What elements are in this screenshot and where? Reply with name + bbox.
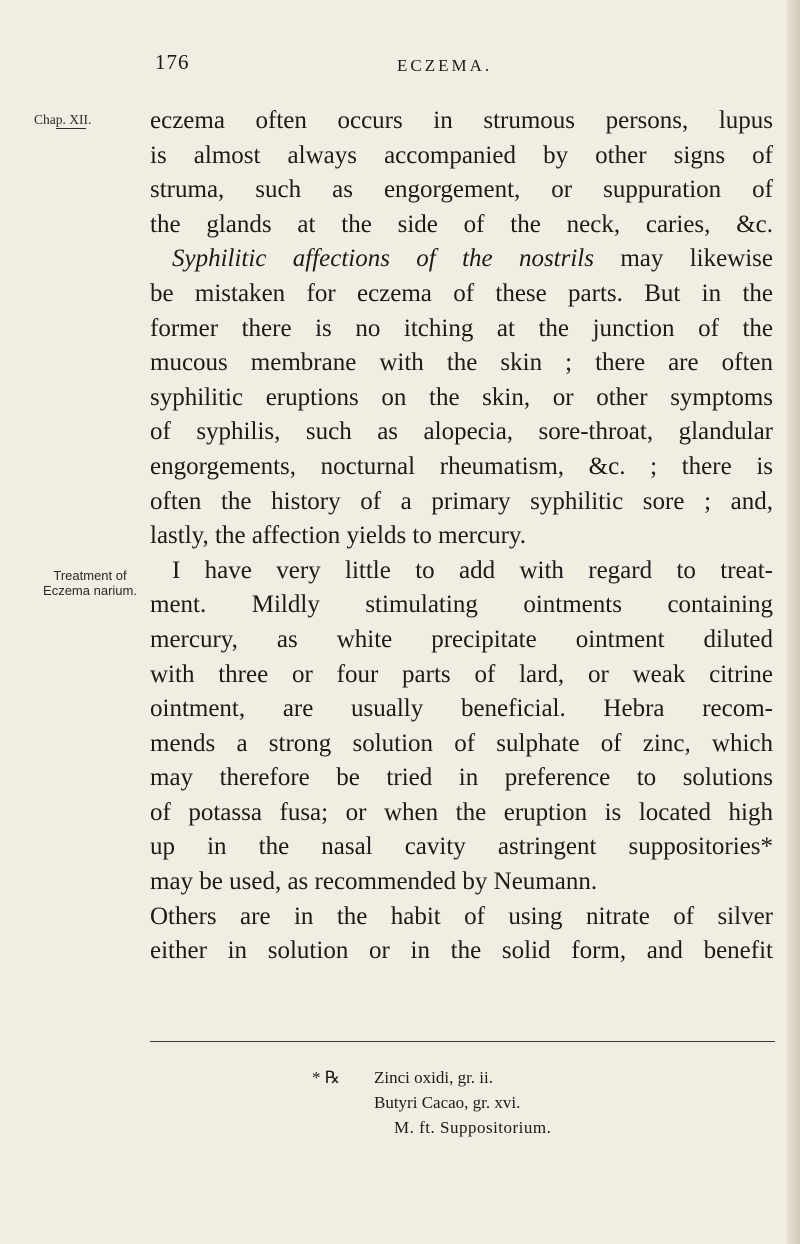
running-head: ECZEMA. xyxy=(397,56,493,75)
text-line: I have very little to add with regard to treat- xyxy=(172,556,773,584)
text-line: may therefore be tried in preference to solutions xyxy=(150,764,773,792)
text-line: the glands at the side of the neck, caries, &c. xyxy=(150,210,773,238)
treatment-sidenote-line2: Eczema narium. xyxy=(43,583,137,598)
text-line: up in the nasal cavity astringent suppositories* xyxy=(150,833,773,861)
treatment-sidenote xyxy=(30,568,150,598)
text-line: ment. Mildly stimulating ointments containing xyxy=(150,591,773,619)
chapter-sidenote xyxy=(34,112,91,129)
text-line-italic-lead: Syphilitic affections of the nostrils may likewise xyxy=(172,245,774,273)
text-line: be mistaken for eczema of these parts. But in the xyxy=(150,279,773,307)
text-line: often the history of a primary syphilitic sore ; and, xyxy=(150,487,773,515)
text-line: engorgements, nocturnal rheumatism, &c. ; there is xyxy=(150,452,773,480)
footnote-line-1 xyxy=(312,1065,551,1090)
text-line: syphilitic eruptions on the skin, or other symptoms xyxy=(150,383,773,411)
footnote-line-3: M. ft. Suppositorium. xyxy=(394,1118,552,1137)
text-line: Others are in the habit of using nitrate of silver xyxy=(150,902,773,930)
text-line: ointment, are usually beneficial. Hebra recom- xyxy=(150,695,773,723)
treatment-sidenote-line1: Treatment of xyxy=(53,568,127,583)
chapter-rule xyxy=(56,128,86,129)
text-line: with three or four parts of lard, or weak citrine xyxy=(150,660,773,688)
text-line: former there is no itching at the junction of the xyxy=(150,314,773,342)
text-line: of potassa fusa; or when the eruption is located high xyxy=(150,798,773,826)
footnote-marker: * ℞ xyxy=(312,1068,340,1087)
italic-phrase: Syphilitic affections of the nostrils xyxy=(172,245,594,273)
text-line: struma, such as engorgement, or suppuration of xyxy=(150,176,773,204)
text-line: lastly, the affection yields to mercury. xyxy=(150,522,527,550)
footnote-rule xyxy=(150,1041,775,1042)
footnote xyxy=(312,1065,551,1140)
text-line: mends a strong solution of sulphate of zinc, which xyxy=(150,729,773,757)
text-line: either in solution or in the solid form, and benefit xyxy=(150,937,773,965)
footnote-text-1: Zinci oxidi, gr. ii. xyxy=(374,1068,493,1087)
page-header xyxy=(0,50,800,90)
page-number: 176 xyxy=(155,50,190,74)
footnote-line-2: Butyri Cacao, gr. xvi. xyxy=(374,1093,521,1112)
chapter-label: Chap. XII. xyxy=(34,112,92,127)
text-line: mercury, as white precipitate ointment diluted xyxy=(150,625,773,653)
text-line: may be used, as recommended by Neumann. xyxy=(150,868,598,896)
text-line: of syphilis, such as alopecia, sore-throat, glandular xyxy=(150,418,773,446)
text-line: is almost always accompanied by other signs of xyxy=(150,141,773,169)
text-line: eczema often occurs in strumous persons, lupus xyxy=(150,107,773,134)
text-line: mucous membrane with the skin ; there are often xyxy=(150,349,773,377)
body-text xyxy=(150,104,790,969)
